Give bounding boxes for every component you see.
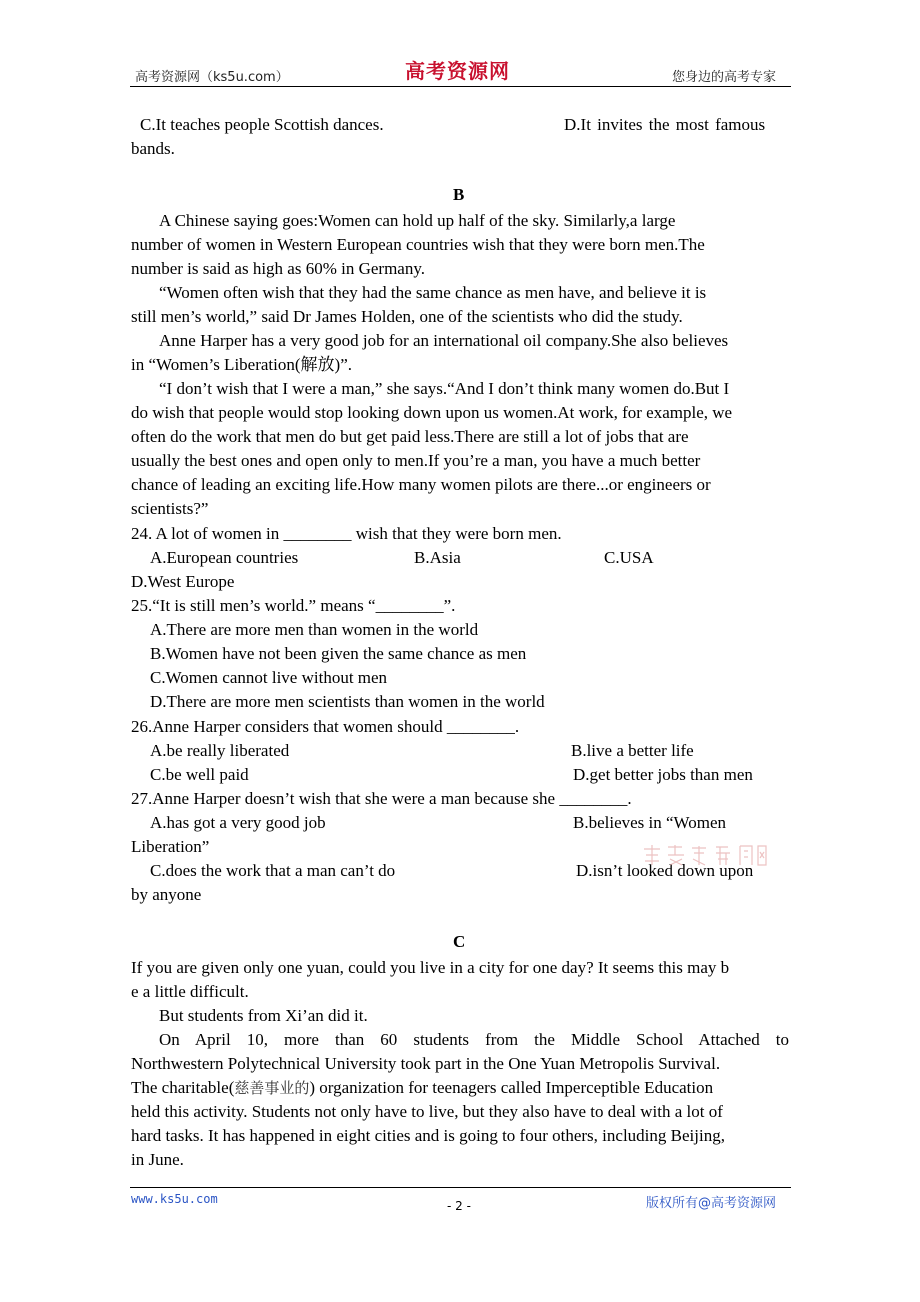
section-b-heading: B (453, 185, 465, 204)
q27-option-d-cont: by anyone (131, 885, 202, 904)
footer-rule (130, 1187, 791, 1188)
option-d-prev-cont: bands. (131, 139, 175, 158)
q25-stem: 25.“It is still men’s world.” means “________”. (131, 596, 456, 615)
footer-page-number: - 2 - (447, 1199, 471, 1213)
q26-option-c: C.be well paid (150, 765, 249, 784)
header-slogan: 您身边的高考专家 (672, 70, 777, 85)
c-line6-end: ) organization for teenagers called Imperceptible Education (309, 1078, 714, 1097)
c-line2: e a little difficult. (131, 982, 249, 1001)
q25-option-d: D.There are more men scientists than women in the world (150, 692, 545, 711)
para3-line2: in “Women’s Liberation(解放)”. (131, 355, 352, 374)
para4-line2: do wish that people would stop looking down upon us women.At work, for example, we (131, 403, 733, 422)
para1-line1: A Chinese saying goes:Women can hold up half of the sky. Similarly,a large (159, 211, 676, 230)
para2-line1: “Women often wish that they had the same chance as men have, and believe it is (159, 283, 707, 302)
para2-line2: still men’s world,” said Dr James Holden, one of the scientists who did the study. (131, 307, 683, 326)
para4-line4: usually the best ones and open only to men.If you’re a man, you have a much better (131, 451, 701, 470)
footer-website-link[interactable]: www.ks5u.com (131, 1192, 218, 1206)
para4-line6: scientists?” (131, 499, 209, 518)
q27-option-b-cont: Liberation” (131, 837, 210, 856)
q24-option-b: B.Asia (414, 548, 461, 567)
c-line9: in June. (131, 1150, 184, 1169)
q24-stem: 24. A lot of women in ________ wish that they were born men. (131, 524, 562, 543)
footer-copyright: 版权所有@高考资源网 (646, 1196, 777, 1211)
q24-option-d: D.West Europe (131, 572, 235, 591)
para4-line5: chance of leading an exciting life.How many women pilots are there...or engineers or (131, 475, 711, 494)
q27-option-c: C.does the work that a man can’t do (150, 861, 396, 880)
q25-option-c: C.Women cannot live without men (150, 668, 388, 687)
c-line7: held this activity. Students not only have to live, but they also have to deal with a lot of (131, 1102, 723, 1121)
header-rule (130, 86, 791, 87)
q26-option-b: B.live a better life (571, 741, 694, 760)
q27-option-a: A.has got a very good job (150, 813, 326, 832)
para1-line3: number is said as high as 60% in Germany. (131, 259, 425, 278)
c-line1: If you are given only one yuan, could you live in a city for one day? It seems this may b (131, 958, 730, 977)
q25-option-a: A.There are more men than women in the world (150, 620, 479, 639)
para4-line1: “I don’t wish that I were a man,” she says.“And I don’t think many women do.But I (159, 379, 730, 398)
q26-stem: 26.Anne Harper considers that women should ________. (131, 717, 520, 736)
c-line4: On April 10, more than 60 students from the Middle School Attached to (159, 1030, 789, 1049)
q26-option-a: A.be really liberated (150, 741, 290, 760)
watermark-stamp (640, 843, 768, 867)
q25-option-b: B.Women have not been given the same chance as men (150, 644, 527, 663)
c-line6-chinese: 慈善事业的 (234, 1079, 310, 1097)
c-line6 (131, 1076, 713, 1100)
option-d-prev: D.It invites the most famous (564, 115, 766, 134)
q27-option-d: D.isn’t looked down upon (576, 861, 754, 880)
para3-line1: Anne Harper has a very good job for an international oil company.She also believes (159, 331, 729, 350)
option-c-prev: C.It teaches people Scottish dances. (140, 115, 384, 134)
c-line8: hard tasks. It has happened in eight cities and is going to four others, including Beijing, (131, 1126, 725, 1145)
c-line6-start: The charitable( (131, 1078, 235, 1097)
q26-option-d: D.get better jobs than men (573, 765, 753, 784)
q27-option-b: B.believes in “Women (573, 813, 727, 832)
c-line5: Northwestern Polytechnical University took part in the One Yuan Metropolis Survival. (131, 1054, 721, 1073)
q24-option-c: C.USA (604, 548, 654, 567)
para4-line3: often do the work that men do but get paid less.There are still a lot of jobs that are (131, 427, 689, 446)
para1-line2: number of women in Western European countries wish that they were born men.The (131, 235, 705, 254)
section-c-heading: C (453, 932, 466, 951)
q24-option-a: A.European countries (150, 548, 299, 567)
q27-stem: 27.Anne Harper doesn’t wish that she were a man because she ________. (131, 789, 632, 808)
header-logo: 高考资源网 (405, 59, 510, 83)
c-line3: But students from Xi’an did it. (159, 1006, 368, 1025)
header-site-name: 高考资源网（ks5u.com） (135, 70, 289, 85)
